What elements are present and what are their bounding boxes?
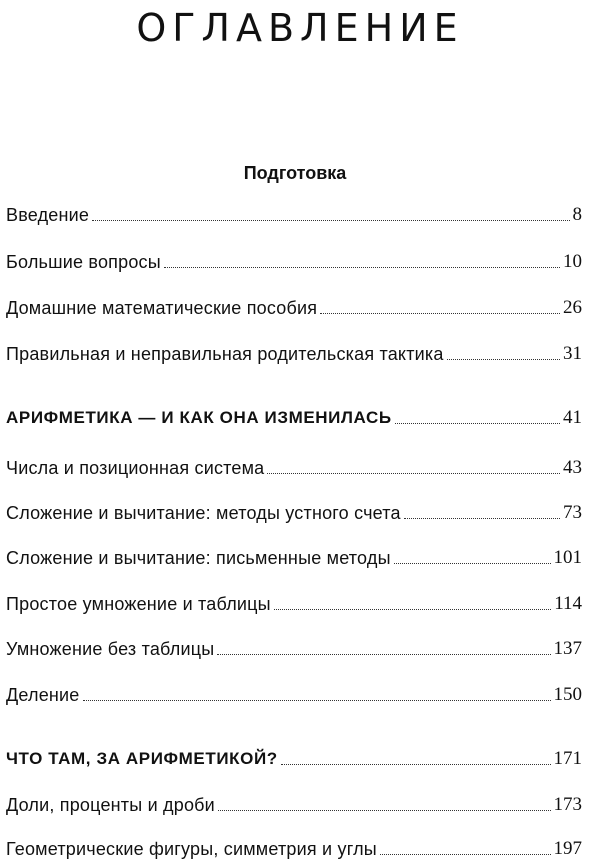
toc-entry-title: Правильная и неправильная родительская тактика [6, 344, 444, 364]
toc-dot-leader [281, 764, 551, 765]
toc-page-number: 137 [553, 638, 582, 659]
toc-entry[interactable] [6, 543, 582, 569]
toc-page-number: 150 [553, 684, 582, 705]
toc-entry-title: Умножение без таблицы [6, 639, 215, 659]
toc-entry-title: Сложение и вычитание: методы устного счета [6, 503, 401, 523]
toc-entry[interactable] [6, 247, 582, 273]
toc-dot-leader [83, 700, 551, 701]
toc-entry[interactable] [6, 293, 582, 319]
toc-entry[interactable] [6, 498, 582, 524]
toc-dot-leader [274, 609, 551, 610]
section-heading: Подготовка [243, 163, 347, 183]
toc-dot-leader [380, 854, 551, 855]
toc-page-number: 8 [572, 204, 582, 225]
toc-page-number: 26 [563, 297, 582, 318]
toc-dot-leader [394, 563, 551, 564]
toc-entry[interactable] [6, 834, 582, 860]
toc-page-number: 73 [563, 502, 582, 523]
toc-entry-title: Деление [6, 685, 80, 705]
toc-dot-leader [92, 220, 569, 221]
page-title: ОГЛАВЛЕНИЕ [136, 6, 464, 50]
toc-entry-title: Сложение и вычитание: письменные методы [6, 548, 391, 568]
toc-entry-title: Доли, проценты и дроби [6, 795, 215, 815]
toc-dot-leader [164, 267, 560, 268]
toc-entry[interactable] [6, 589, 582, 615]
toc-entry-title: Домашние математические пособия [6, 298, 318, 318]
toc-part-entry[interactable] [6, 403, 582, 429]
toc-page-number: 41 [563, 407, 582, 428]
toc-entry[interactable] [6, 634, 582, 660]
toc-part-title: АРИФМЕТИКА — И КАК ОНА ИЗМЕНИЛАСЬ [6, 408, 392, 427]
toc-part-title: ЧТО ТАМ, ЗА АРИФМЕТИКОЙ? [6, 749, 278, 768]
toc-page-number: 31 [563, 343, 582, 364]
toc-part-entry[interactable] [6, 744, 582, 770]
toc-page-number: 10 [563, 251, 582, 272]
toc-entry-title: Числа и позиционная система [6, 458, 265, 478]
toc-entry-title: Большие вопросы [6, 252, 161, 272]
toc-entry[interactable] [6, 453, 582, 479]
toc-dot-leader [217, 654, 550, 655]
toc-entry[interactable] [6, 790, 582, 816]
toc-entry[interactable] [6, 339, 582, 365]
toc-page-number: 173 [553, 794, 582, 815]
toc-page-number: 114 [554, 593, 582, 614]
toc-entry[interactable] [6, 200, 582, 226]
toc-page-number: 101 [553, 547, 582, 568]
toc-dot-leader [320, 313, 560, 314]
toc-dot-leader [447, 359, 560, 360]
toc-page-number: 171 [553, 748, 582, 769]
toc-entry-title: Простое умножение и таблицы [6, 594, 271, 614]
toc-dot-leader [395, 423, 560, 424]
toc-dot-leader [218, 810, 551, 811]
toc-page-number: 197 [553, 838, 582, 859]
toc-page-number: 43 [563, 457, 582, 478]
toc-entry-title: Введение [6, 205, 90, 225]
toc-entry[interactable] [6, 680, 582, 706]
toc-dot-leader [267, 473, 560, 474]
toc-entry-title: Геометрические фигуры, симметрия и углы [6, 839, 377, 859]
toc-dot-leader [404, 518, 560, 519]
